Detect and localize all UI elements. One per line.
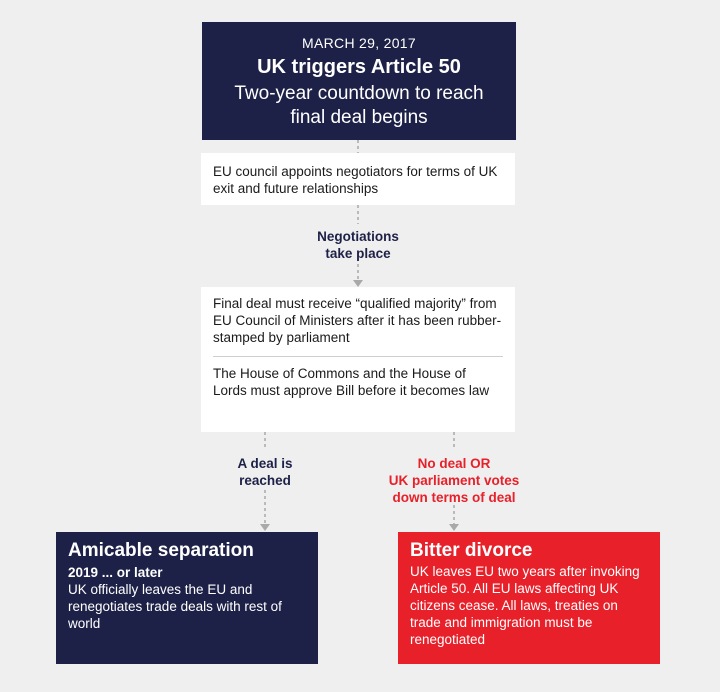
negotiations-label [258, 228, 458, 262]
arrowhead-step3 [353, 280, 363, 287]
negotiations-label-line1: Negotiations [317, 229, 399, 244]
negotiations-label-line2: take place [325, 246, 391, 261]
start-date: MARCH 29, 2017 [302, 35, 416, 51]
step-approval-divider [213, 356, 503, 357]
branch-deal-label [205, 455, 325, 489]
step-approval-council-text: Final deal must receive “qualified majority” from EU Council of Ministers after it has been rubber-stamped by parliament [213, 296, 502, 345]
start-box-article-50 [202, 22, 516, 140]
branch-deal-label-line2: reached [239, 473, 291, 488]
start-title: UK triggers Article 50 [257, 56, 461, 78]
arrowhead-bitter [449, 524, 459, 531]
step-appoint-negotiators [201, 153, 515, 205]
step-approval [201, 287, 515, 432]
outcome-amicable-separation [56, 532, 318, 664]
outcome-amicable-body: UK officially leaves the EU and renegotiates trade deals with rest of world [68, 582, 282, 631]
outcome-bitter-body: UK leaves EU two years after invoking Article 50. All EU laws affecting UK citizens cease. All laws, treaties on trade and immigration must be renegotiated [410, 564, 640, 647]
step-approval-parliament-text: The House of Commons and the House of Lords must approve Bill before it becomes law [213, 366, 490, 398]
arrowhead-amicable [260, 524, 270, 531]
step-appoint-negotiators-text: EU council appoints negotiators for terms of UK exit and future relationships [213, 164, 498, 196]
branch-nodeal-label [362, 455, 546, 506]
outcome-bitter-divorce [398, 532, 660, 664]
outcome-amicable-title: Amicable separation [68, 540, 254, 561]
branch-nodeal-label-line3: down terms of deal [392, 490, 516, 505]
branch-deal-label-line1: A deal is [237, 456, 293, 471]
start-subtitle: Two-year countdown to reach final deal begins [234, 83, 484, 128]
branch-nodeal-label-line1: No deal OR [417, 456, 491, 471]
outcome-amicable-year: 2019 ... or later [68, 565, 163, 580]
branch-nodeal-label-line2: UK parliament votes [388, 473, 520, 488]
outcome-bitter-title: Bitter divorce [410, 540, 533, 561]
